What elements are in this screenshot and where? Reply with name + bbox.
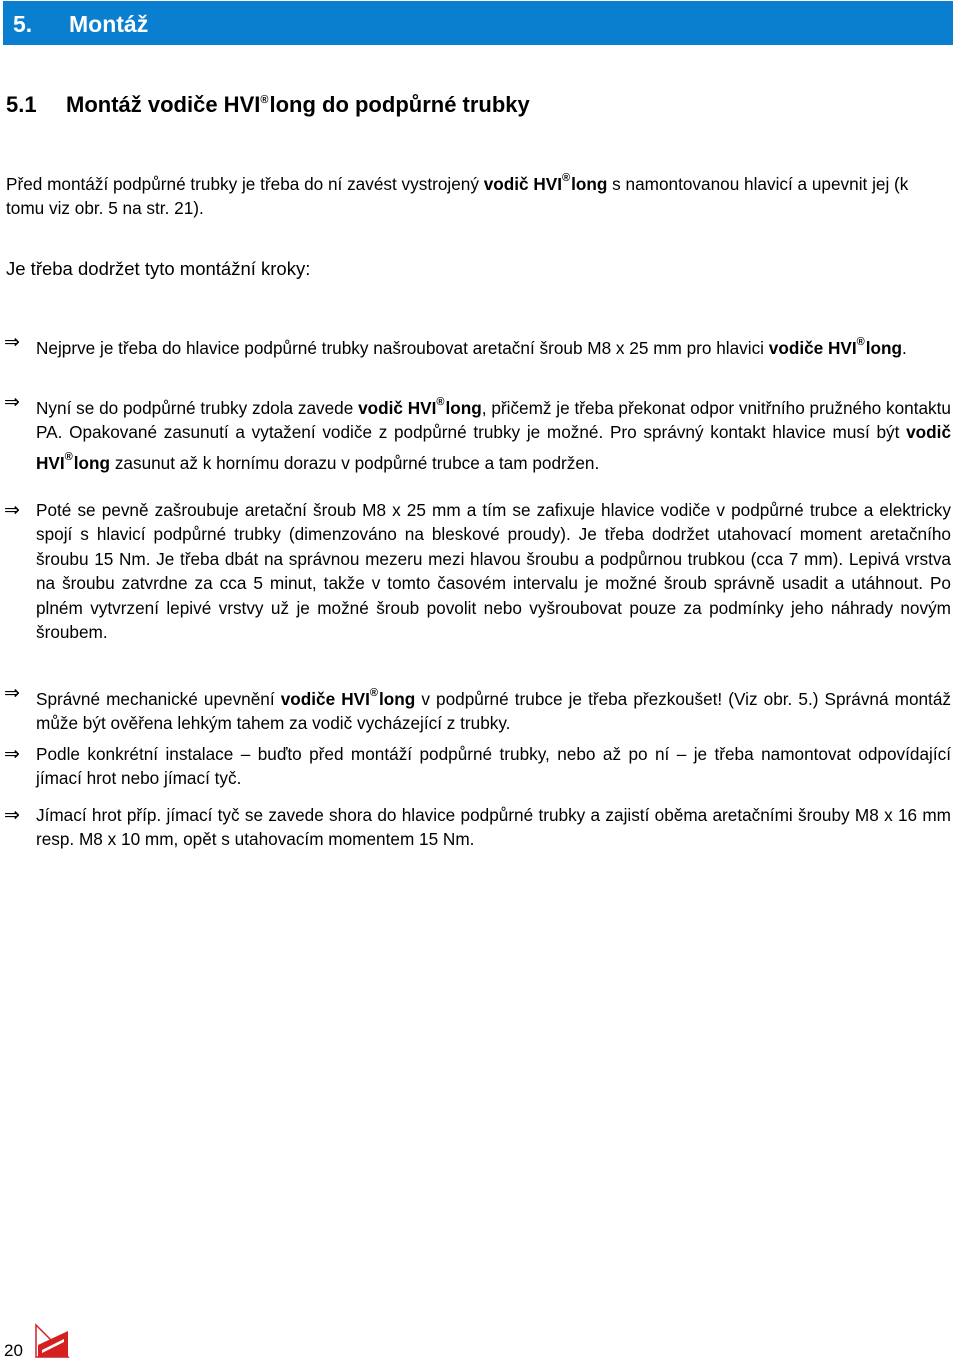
arrow-bullet-icon: ⇒	[4, 805, 20, 826]
list-item: ⇒ Nejprve je třeba do hlavice podpůrné trubky našroubovat aretační šroub M8 x 25 mm pro hlavici vodiče HVI®long.	[4, 332, 907, 358]
chapter-title: Montáž	[69, 11, 149, 37]
list-item: ⇒ Podle konkrétní instalace – buďto před montáží podpůrné trubky, nebo až po ní – je třeba namontovat odpovídající jímací hrot nebo jímací tyč.	[4, 744, 951, 789]
arrow-bullet-icon: ⇒	[4, 332, 20, 353]
arrow-bullet-icon: ⇒	[4, 683, 20, 704]
list-item: ⇒ Jímací hrot příp. jímací tyč se zavede shora do hlavice podpůrné trubky a zajistí oběma aretačními šrouby M8 x 16 mm resp. M8 x 10 mm, opět s utahovacím momentem 15 Nm.	[4, 805, 951, 850]
list-item: ⇒ Správné mechanické upevnění vodiče HVI®long v podpůrné trubce je třeba přezkoušet! (Viz obr. 5.) Správná montáž může být ověřena lehkým tahem za vodič vycházející z trubky.	[4, 683, 951, 734]
page-number: 20	[4, 1341, 23, 1360]
dehn-logo-icon	[32, 1323, 70, 1359]
list-item: ⇒ Poté se pevně zašroubuje aretační šroub M8 x 25 mm a tím se zafixuje hlavice vodiče v podpůrné trubce a elektricky spojí s hlavicí podpůrné trubky (dimenzováno na bleskové proudy). Je třeba dodržet utahovací moment aretačního šroubu 15 Nm. Je třeba dbát na správnou mezeru mezi hlavou šroubu a podpůrnou trubkou (cca 7 mm). Lepivá vrstva na šroubu zatvrdne za cca 5 minut, takže v tomto časovém intervalu je možné šroub správně usadit a utáhnout. Po plném vytvrzení lepivé vrstvy už je možné šroub povolit nebo vyšroubovat pouze za podmínky jeho náhrady novým šroubem.	[4, 500, 951, 643]
steps-heading: Je třeba dodržet tyto montážní kroky:	[6, 258, 311, 279]
chapter-number: 5.	[13, 11, 33, 37]
chapter-header-bar	[3, 1, 953, 45]
arrow-bullet-icon: ⇒	[4, 744, 20, 765]
section-title: Montáž vodiče HVI®long do podpůrné trubky	[66, 92, 530, 117]
section-number: 5.1	[6, 92, 37, 117]
list-item: ⇒ Nyní se do podpůrné trubky zdola zavede vodič HVI®long, přičemž je třeba překonat odpor vnitřního pružného kontaktu PA. Opakované zasunutí a vytažení vodiče z podpůrné trubky je možné. Pro správný kontakt hlavice musí být vodič HVI®long zasunut až k hornímu dorazu v podpůrné trubce a tam podržen.	[4, 392, 951, 473]
intro-paragraph: Před montáží podpůrné trubky je třeba do ní zavést vystrojený vodič HVI®long s namontovanou hlavicí a upevnit jej (k tomu viz obr. 5 na str. 21).	[6, 172, 909, 219]
arrow-bullet-icon: ⇒	[4, 500, 20, 521]
arrow-bullet-icon: ⇒	[4, 392, 20, 413]
